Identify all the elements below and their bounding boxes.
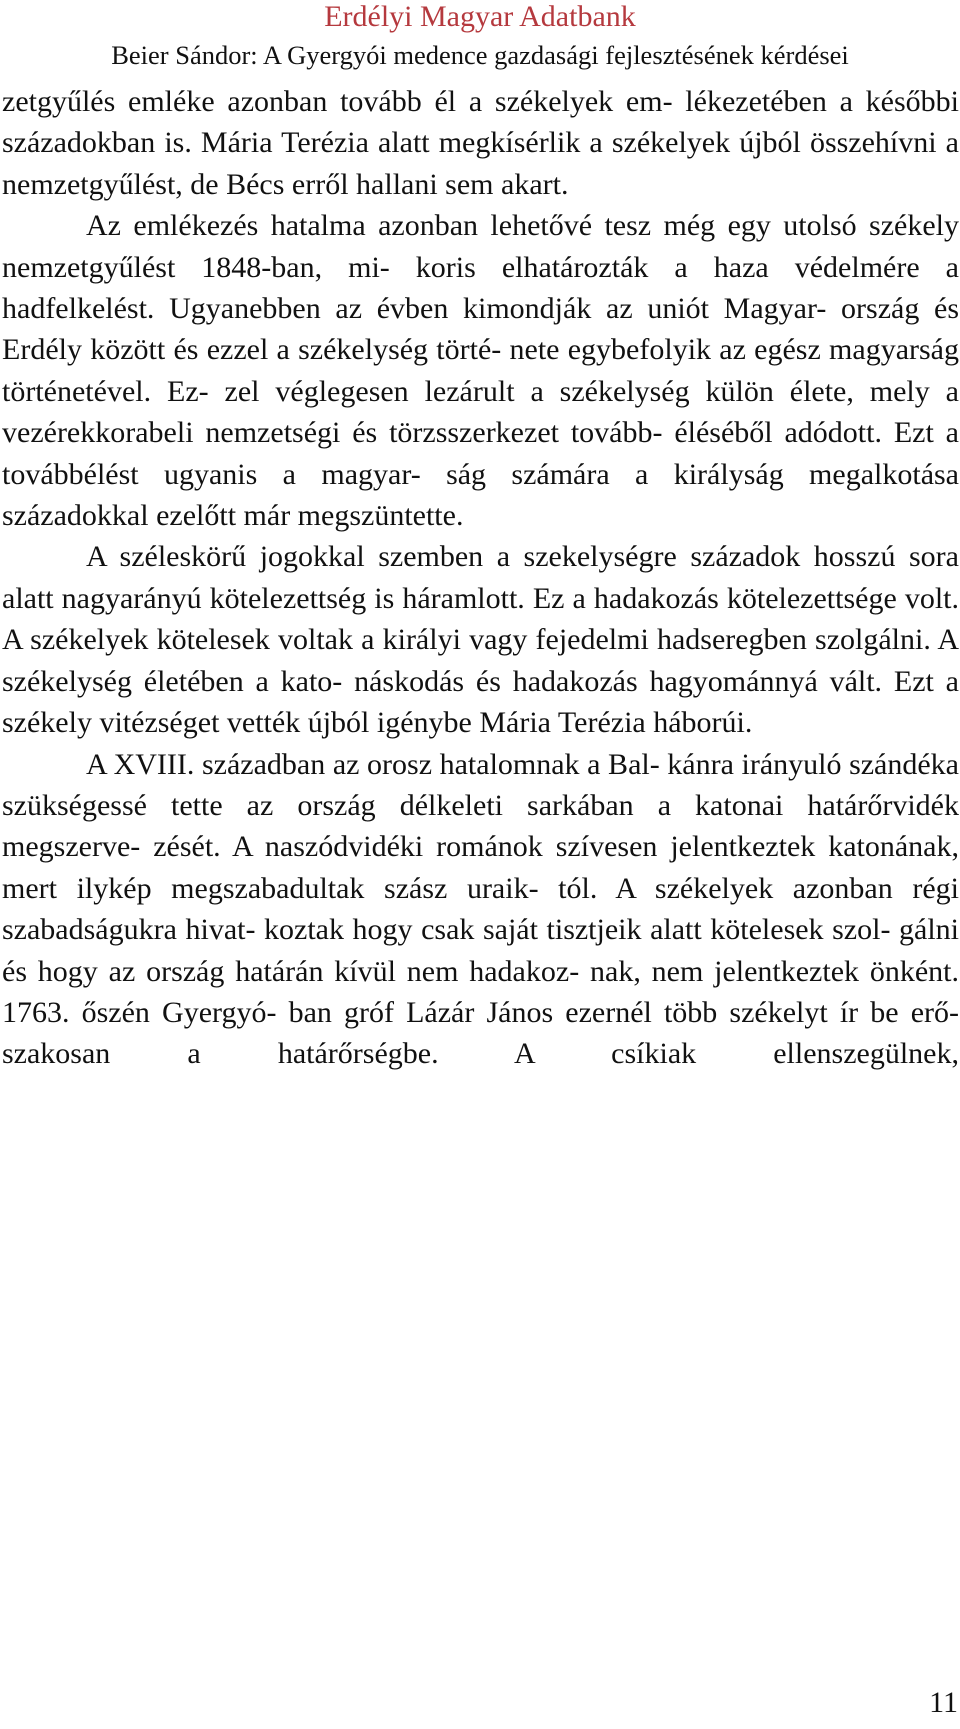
page-number: 11 (929, 1686, 958, 1719)
paragraph-3: A széleskörű jogokkal szemben a szekelységre századok hosszú sora alatt nagyarányú kötelezettség is háramlott. Ez a hadakozás kötelezettsége volt. A székelyek kötelesek voltak a királyi vagy fejedelmi hadseregben szolgálni. A székelység életében a kato- náskodás és hadakozás hagyománnyá vált. Ezt a székely vitézséget vették újból igénybe Mária Terézia háborúi. (2, 540, 959, 740)
paragraph-2: Az emlékezés hatalma azonban lehetővé tesz még egy utolsó székely nemzetgyűlést 1848-ban, mi- koris elhatározták a haza védelmére a hadfelkelést. Ugyanebben az évben kimondják az uniót Magyar- ország és Erdély között és ezzel a székelység törté- nete egybefolyik az egész magyarság történetével. Ez- zel véglegesen lezárult a székelység külön élete, mely a vezérekkorabeli nemzetségi és törzsszerkezet tovább- éléséből adódott. Ezt a továbbélést ugyanis a magyar- ság számára a királyság megalkotása századokkal ezelőtt már megszüntette. (2, 209, 959, 533)
paragraph-4: A XVIII. században az orosz hatalomnak a Bal- kánra irányuló szándéka szükségessé tette az ország délkeleti sarkában a katonai határőrvidék megszerve- zését. A naszódvidéki románok szívesen jelentkeztek katonának, mert ilykép megszabadultak szász uraik- tól. A székelyek azonban régi szabadságukra hivat- koztak hogy csak saját tisztjeik alatt kötelesek szol- gálni és hogy az ország határán kívül nem hadakoz- nak, nem jelentkeztek önként. 1763. őszén Gyergyó- ban gróf Lázár János ezernél több székelyt ír be erő- szakosan a határőrségbe. A csíkiak ellenszegülnek, (2, 747, 959, 1071)
document-subtitle: Beier Sándor: A Gyergyói medence gazdasági fejlesztésének kérdései (111, 40, 849, 70)
body-text (2, 81, 959, 1075)
paragraph-1: zetgyűlés emléke azonban tovább él a székelyek em- lékezetében a későbbi századokban is. Mária Terézia alatt megkísérlik a székelyek újból összehívni a nemzetgyűlést, de Bécs erről hallani sem akart. (2, 85, 959, 201)
page-header (0, 0, 960, 72)
site-title: Erdélyi Magyar Adatbank (324, 0, 636, 33)
